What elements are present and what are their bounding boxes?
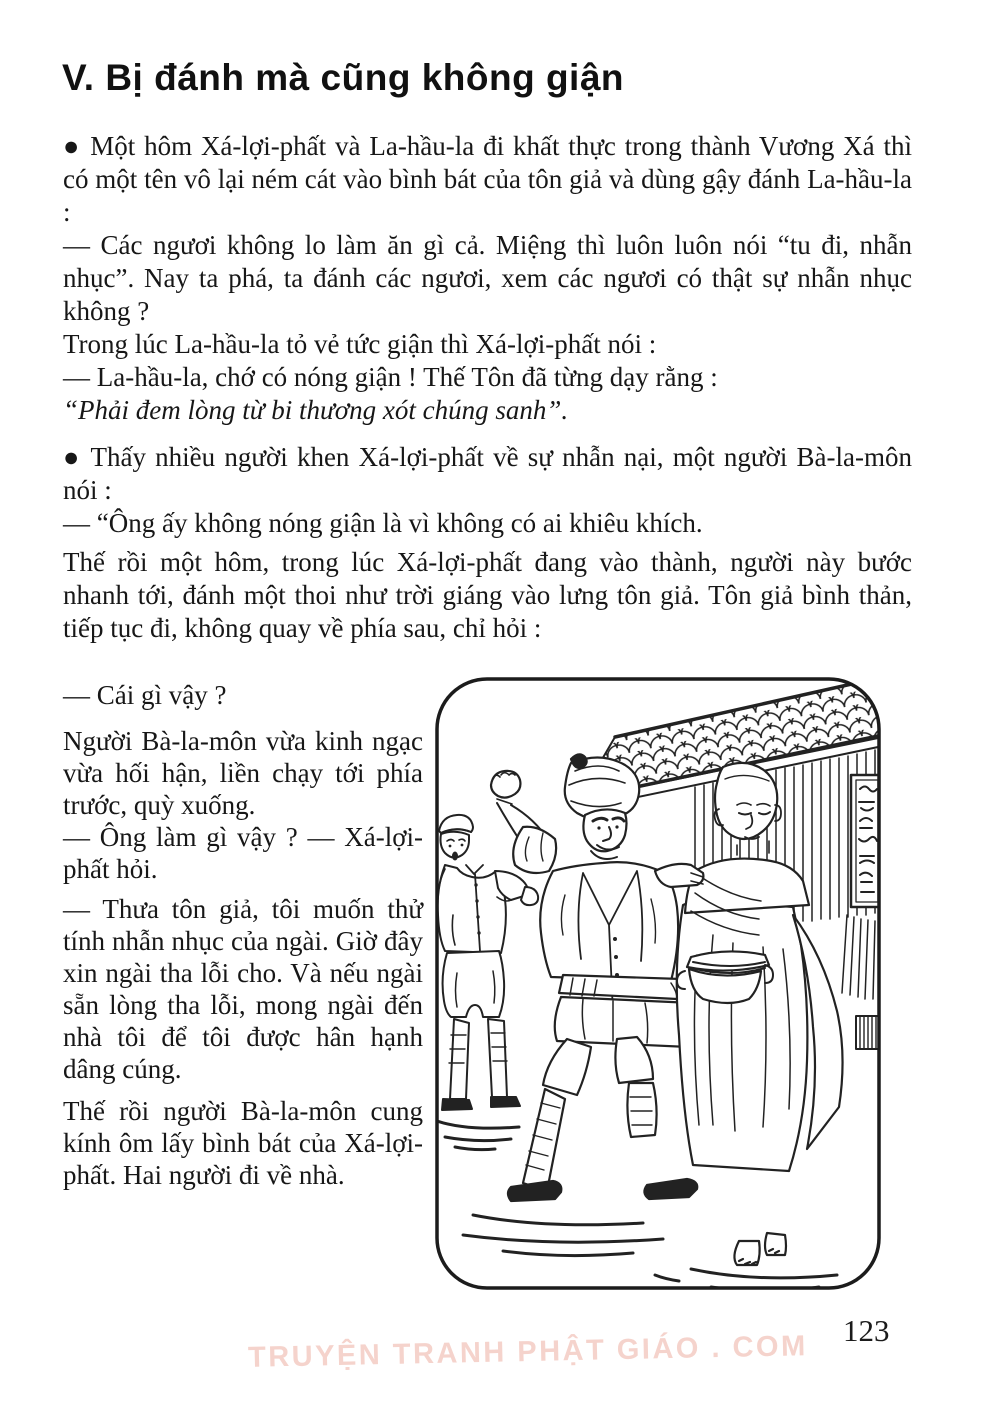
paragraph-7: — “Ông ấy không nóng giận là vì không có ai khiêu khích. (63, 508, 703, 538)
left-paragraph-1: Người Bà-la-môn vừa kinh ngạc vừa hối hận, liền chạy tới phía trước, quỳ xuống. (63, 726, 423, 820)
paragraph-3: Trong lúc La-hầu-la tỏ vẻ tức giận thì Xá-lợi-phất nói : (63, 329, 657, 359)
paragraph-4: — La-hầu-la, chớ có nóng giận ! Thế Tôn đã từng dạy rằng : (63, 362, 718, 392)
bystander-shadow (437, 1121, 519, 1150)
page-title: V. Bị đánh mà cũng không giận (62, 57, 625, 98)
left-paragraph-3: — Thưa tôn giả, tôi muốn thử tính nhẫn nhục của ngài. Giờ đây xin ngài tha lỗi cho. Và nếu ngài sẵn lòng tha lỗi, mong ngài đến nhà tôi để tôi được hân hạnh dâng cúng. (63, 894, 423, 1084)
paragraph-2: — Các ngươi không lo làm ăn gì cả. Miệng thì luôn luôn nói “tu đi, nhẫn nhục”. Nay ta phá, ta đánh các ngươi, xem các ngươi có thật sự nhẫn nhục không ? (63, 230, 912, 326)
paragraph-5-quote: “Phải đem lòng từ bi thương xót chúng sanh”. (63, 395, 569, 425)
paragraph-8: Thế rồi một hôm, trong lúc Xá-lợi-phất đang vào thành, người này bước nhanh tới, đánh một thoi như trời giáng vào lưng tôn giả. Tôn giả bình thản, tiếp tục đi, không quay về phía sau, chỉ hỏi : (63, 547, 912, 643)
main-text-block (63, 130, 912, 645)
illustration-drawing (433, 675, 883, 1292)
left-column-text (63, 679, 423, 1191)
attacker-figure (491, 754, 697, 1201)
left-paragraph-2: — Ông làm gì vậy ? — Xá-lợi-phất hỏi. (63, 822, 423, 884)
paragraph-6: ● Thấy nhiều người khen Xá-lợi-phất về sự nhẫn nại, một người Bà-la-môn nói : (63, 442, 912, 505)
left-paragraph-4: Thế rồi người Bà-la-môn cung kính ôm lấy bình bát của Xá-lợi-phất. Hai người đi về nhà. (63, 1096, 423, 1190)
attacker-hand (655, 864, 703, 887)
page-number: 123 (843, 1313, 890, 1348)
paragraph-1: ● Một hôm Xá-lợi-phất và La-hầu-la đi khất thực trong thành Vương Xá thì có một tên vô lại ném cát vào bình bát của tôn giả và dùng gậy đánh La-hầu-la : (63, 131, 912, 227)
story-illustration (433, 675, 883, 1292)
monk-figure (677, 763, 843, 1265)
paragraph-9: — Cái gì vậy ? (63, 680, 227, 710)
attacker-shadow (463, 1215, 663, 1256)
watermark: TRUYỆN TRANH PHẬT GIÁO . COM (247, 1330, 809, 1374)
